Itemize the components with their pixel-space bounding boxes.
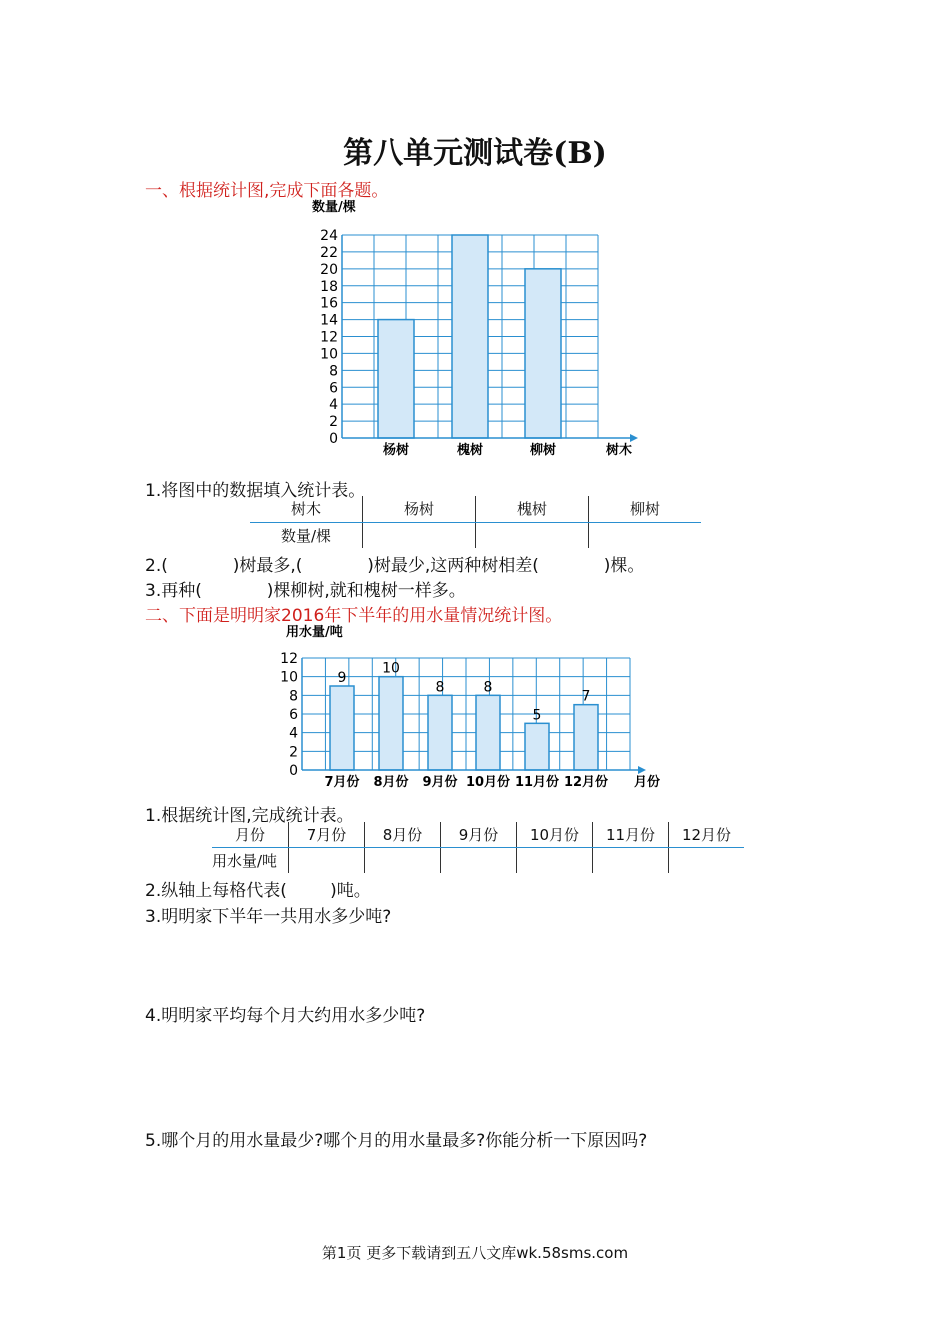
category-label: 12月份 [563,775,609,790]
chart2-x-arrow-icon [638,766,646,774]
chart2-categories [324,774,608,790]
table2-cell-3[interactable] [441,847,517,873]
table2-cell-6[interactable] [669,847,745,873]
y-tick-label: 12 [320,329,338,346]
y-tick-label: 2 [329,414,338,431]
s1-question-1: 1.将图中的数据填入统计表。 [145,481,366,501]
table2-header-5: 11月份 [593,822,669,847]
water-usage-table [212,822,744,873]
y-tick-label: 6 [289,707,298,723]
table2-header-4: 10月份 [517,822,593,847]
bar-data-label: 8 [483,679,493,696]
y-tick-label: 0 [329,431,338,447]
bar-杨树 [378,320,414,438]
y-tick-label: 0 [289,763,298,779]
category-label: 槐树 [456,443,484,458]
category-label: 柳树 [529,443,557,458]
s2-question-4: 4.明明家平均每个月大约用水多少吨? [145,1006,426,1026]
y-tick-label: 6 [329,380,338,397]
chart2-xlabel: 月份 [634,775,661,790]
bar-data-label: 10 [382,660,400,677]
category-label: 8月份 [373,775,409,790]
table2-cell-1[interactable] [289,847,365,873]
table2-cell-2[interactable] [365,847,441,873]
table2-header-6: 12月份 [669,822,745,847]
bar-data-label: 7 [581,688,591,705]
table1-header-2: 槐树 [476,496,589,522]
table1-cell-2[interactable] [476,522,589,548]
s2-question-2: 2.纵轴上每格代表( )吨。 [145,881,371,901]
y-tick-label: 22 [320,244,338,261]
table2-header-1: 7月份 [289,822,365,847]
y-tick-label: 20 [320,261,338,278]
y-tick-label: 14 [320,312,338,329]
water-bar-chart [280,622,670,794]
page-title: 第八单元测试卷(B) [343,136,607,171]
bar-data-label: 8 [435,679,445,696]
bar-柳树 [525,269,561,438]
y-tick-label: 10 [280,669,298,686]
y-tick-label: 4 [289,725,298,742]
bar-data-label: 9 [337,670,347,686]
y-tick-label: 18 [320,278,338,295]
y-tick-label: 8 [289,688,298,705]
table1-header-0: 树木 [250,496,363,522]
bar-10月份 [476,695,500,770]
chart2-ylabel: 用水量/吨 [286,625,343,640]
s1-question-2: 2.( )树最多,( )树最少,这两种树相差( )棵。 [145,556,645,576]
bar-9月份 [428,695,452,770]
table2-cell-4[interactable] [517,847,593,873]
table1-cell-3[interactable] [589,522,702,548]
y-tick-label: 12 [280,651,298,667]
chart1-ylabel: 数量/棵 [312,200,356,215]
bar-8月份 [379,677,403,770]
page-footer: 第1页 更多下载请到五八文库wk.58sms.com [321,1244,629,1262]
table2-cell-5[interactable] [593,847,669,873]
y-tick-label: 10 [320,346,338,363]
y-tick-label: 24 [320,228,338,244]
table1-row-label: 数量/棵 [250,522,363,548]
chart2-yticks [280,651,298,779]
category-label: 9月份 [422,775,458,790]
bar-槐树 [452,235,488,438]
table1-header-3: 柳树 [589,496,702,522]
bar-12月份 [574,705,598,770]
chart1-categories [383,442,556,458]
bar-data-label: 5 [532,707,542,724]
y-tick-label: 8 [329,363,338,380]
table2-header-3: 9月份 [441,822,517,847]
category-label: 11月份 [514,775,560,790]
bar-11月份 [525,723,549,770]
chart1-x-arrow-icon [630,434,638,442]
table1-header-1: 杨树 [363,496,476,522]
chart1-yticks [320,228,338,447]
table2-row-label: 用水量/吨 [212,847,289,873]
s2-question-3: 3.明明家下半年一共用水多少吨? [145,907,392,927]
chart1-xlabel: 树木 [606,443,633,458]
section1-heading: 一、根据统计图,完成下面各题。 [145,181,389,201]
s2-question-5: 5.哪个月的用水量最少?哪个月的用水量最多?你能分析一下原因吗? [145,1131,648,1151]
y-tick-label: 4 [329,397,338,414]
section2-heading: 二、下面是明明家2016年下半年的用水量情况统计图。 [145,606,563,626]
table2-header-2: 8月份 [365,822,441,847]
category-label: 杨树 [382,443,410,458]
category-label: 10月份 [465,775,511,790]
y-tick-label: 16 [320,295,338,312]
tree-bar-chart [300,196,645,462]
bar-7月份 [330,686,354,770]
table2-header-0: 月份 [212,822,289,847]
category-label: 7月份 [324,775,360,790]
y-tick-label: 2 [289,744,298,761]
tree-count-table [250,496,701,548]
s2-question-1: 1.根据统计图,完成统计表。 [145,806,354,826]
table1-cell-1[interactable] [363,522,476,548]
s1-question-3: 3.再种( )棵柳树,就和槐树一样多。 [145,581,466,601]
